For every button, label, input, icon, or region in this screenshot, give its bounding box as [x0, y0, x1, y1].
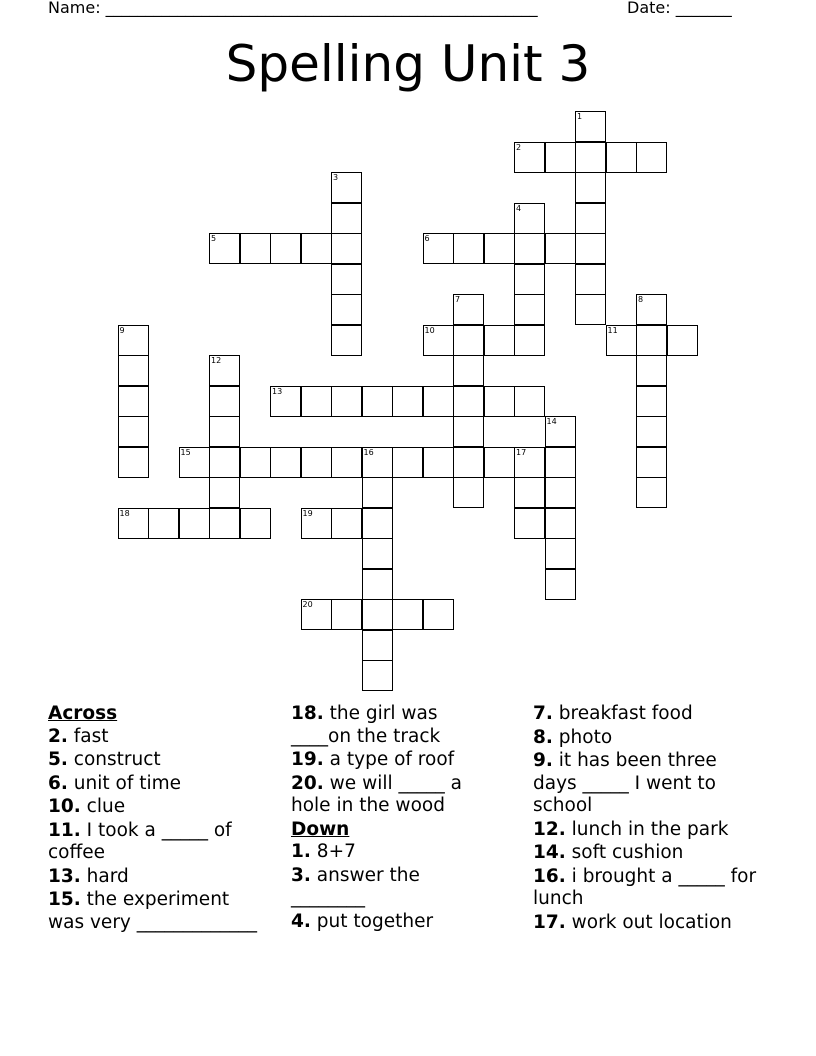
grid-cell[interactable]: [331, 172, 362, 203]
grid-cell[interactable]: [575, 294, 606, 325]
grid-cell[interactable]: [392, 599, 423, 630]
grid-cell[interactable]: [362, 538, 393, 569]
grid-cell[interactable]: [514, 294, 545, 325]
cell-number: 5: [211, 234, 217, 243]
grid-cell[interactable]: [575, 142, 606, 173]
grid-cell[interactable]: [514, 233, 545, 264]
grid-cell[interactable]: [514, 203, 545, 234]
clue-across-11: 11. I took a _____ of coffee: [48, 819, 232, 863]
grid-cell[interactable]: [453, 294, 484, 325]
clue-down-9: 9. it has been three days _____ I went to school: [533, 750, 717, 816]
grid-cell[interactable]: [331, 386, 362, 417]
grid-cell[interactable]: [484, 233, 515, 264]
grid-cell[interactable]: [331, 447, 362, 478]
grid-cell[interactable]: [270, 233, 301, 264]
clue-across-20: 20. we will _____ a hole in the wood: [291, 772, 462, 816]
grid-cell[interactable]: [118, 325, 149, 356]
grid-cell[interactable]: [270, 447, 301, 478]
grid-cell[interactable]: [636, 142, 667, 173]
grid-cell[interactable]: [575, 233, 606, 264]
clue-across-19: 19. a type of roof: [291, 749, 455, 770]
grid-cell[interactable]: [514, 386, 545, 417]
grid-cell[interactable]: [606, 142, 637, 173]
clue-column-1: [48, 703, 260, 935]
cell-number: 12: [211, 356, 222, 365]
grid-cell[interactable]: [423, 233, 454, 264]
clue-across-6: 6. unit of time: [48, 772, 182, 794]
grid-cell[interactable]: [514, 264, 545, 295]
grid-cell[interactable]: [301, 599, 332, 630]
clue-down-17: 17. work out location: [533, 911, 732, 933]
cell-number: 9: [119, 325, 125, 335]
grid-cell[interactable]: [606, 325, 637, 356]
grid-cell[interactable]: [209, 447, 240, 478]
grid-cell[interactable]: [301, 233, 332, 264]
cell-number: 7: [455, 295, 461, 304]
grid-cell[interactable]: [423, 599, 454, 630]
grid-cell[interactable]: [118, 447, 149, 478]
grid-cell[interactable]: [636, 386, 667, 417]
date-field-label: Date: _______: [627, 0, 732, 17]
grid-cell[interactable]: [484, 447, 515, 478]
grid-cell[interactable]: [484, 386, 515, 417]
cell-number: 8: [638, 295, 644, 304]
cell-number: 19: [302, 508, 313, 518]
down-heading: Down: [291, 818, 350, 840]
cell-number: 13: [272, 386, 283, 396]
cell-number: 6: [424, 234, 430, 243]
grid-cell[interactable]: [453, 325, 484, 356]
grid-cell[interactable]: [545, 508, 576, 539]
clue-column-2: [291, 703, 491, 934]
grid-cell[interactable]: [545, 538, 576, 569]
grid-cell[interactable]: [453, 233, 484, 264]
grid-cell[interactable]: [240, 447, 271, 478]
page-title: Spelling Unit 3: [225, 35, 591, 93]
cell-number: 18: [119, 508, 130, 518]
grid-cell[interactable]: [575, 111, 606, 142]
clue-down-3: 3. answer the ________: [291, 864, 420, 908]
cell-number: 10: [424, 325, 435, 335]
grid-cell[interactable]: [545, 569, 576, 600]
grid-cell[interactable]: [118, 355, 149, 386]
cell-number: 4: [516, 203, 522, 213]
clue-across-10: 10. clue: [48, 796, 126, 817]
grid-cell[interactable]: [392, 447, 423, 478]
clue-column-3: [533, 703, 758, 935]
grid-cell[interactable]: [362, 477, 393, 508]
grid-cell[interactable]: [331, 508, 362, 539]
clue-across-15: 15. the experiment was very _____________: [48, 889, 258, 933]
grid-cell[interactable]: [575, 172, 606, 203]
grid-cell[interactable]: [514, 142, 545, 173]
clue-down-12: 12. lunch in the park: [533, 818, 729, 840]
cell-number: 16: [363, 447, 374, 457]
grid-cell[interactable]: [423, 386, 454, 417]
grid-cell[interactable]: [362, 660, 393, 691]
grid-cell[interactable]: [575, 203, 606, 234]
grid-cell[interactable]: [301, 447, 332, 478]
grid-cell[interactable]: [209, 508, 240, 539]
across-heading: Across: [48, 703, 118, 724]
cell-number: 14: [546, 417, 557, 426]
grid-cell[interactable]: [179, 508, 210, 539]
clue-down-8: 8. photo: [533, 726, 613, 748]
grid-cell[interactable]: [118, 386, 149, 417]
grid-cell[interactable]: [301, 386, 332, 417]
grid-cell[interactable]: [484, 325, 515, 356]
grid-cell[interactable]: [209, 386, 240, 417]
cell-number: 20: [302, 600, 313, 609]
clue-down-1: 1. 8+7: [291, 841, 356, 862]
cell-number: 15: [180, 447, 191, 457]
grid-cell[interactable]: [545, 477, 576, 508]
grid-cell[interactable]: [575, 264, 606, 295]
grid-cell[interactable]: [453, 477, 484, 508]
grid-cell[interactable]: [514, 508, 545, 539]
grid-cell[interactable]: [636, 416, 667, 447]
cell-number: 17: [516, 447, 527, 457]
grid-cell[interactable]: [545, 142, 576, 173]
grid-cell[interactable]: [362, 630, 393, 661]
clue-across-5: 5. construct: [48, 749, 161, 770]
grid-cell[interactable]: [362, 447, 393, 478]
grid-cell[interactable]: [331, 325, 362, 356]
grid-cell[interactable]: [636, 447, 667, 478]
grid-cell[interactable]: [301, 508, 332, 539]
grid-cell[interactable]: [453, 416, 484, 447]
clue-down-7: 7. breakfast food: [533, 703, 693, 724]
clue-across-13: 13. hard: [48, 865, 129, 887]
grid-cell[interactable]: [667, 325, 698, 356]
grid-cell[interactable]: [118, 508, 149, 539]
grid-cell[interactable]: [362, 569, 393, 600]
grid-cell[interactable]: [545, 416, 576, 447]
grid-cell[interactable]: [636, 325, 667, 356]
clue-down-4: 4. put together: [291, 910, 434, 932]
grid-cell[interactable]: [545, 447, 576, 478]
clue-across-2: 2. fast: [48, 725, 109, 747]
grid-cell[interactable]: [118, 416, 149, 447]
grid-cell[interactable]: [453, 355, 484, 386]
grid-cell[interactable]: [331, 264, 362, 295]
name-field-label: Name: ______________________________________________________: [48, 0, 538, 17]
grid-cell[interactable]: [514, 325, 545, 356]
clue-down-16: 16. i brought a _____ for lunch: [533, 865, 757, 909]
grid-cell[interactable]: [453, 386, 484, 417]
grid-cell[interactable]: [423, 447, 454, 478]
grid-cell[interactable]: [209, 233, 240, 264]
grid-cell[interactable]: [331, 294, 362, 325]
grid-cell[interactable]: [179, 447, 210, 478]
grid-cell[interactable]: [423, 325, 454, 356]
grid-cell[interactable]: [514, 447, 545, 478]
grid-cell[interactable]: [331, 203, 362, 234]
grid-cell[interactable]: [545, 233, 576, 264]
grid-cell[interactable]: [209, 416, 240, 447]
grid-cell[interactable]: [148, 508, 179, 539]
clue-down-14: 14. soft cushion: [533, 842, 684, 863]
grid-cell[interactable]: [240, 508, 271, 539]
grid-cell[interactable]: [636, 477, 667, 508]
cell-number: 2: [516, 142, 522, 152]
grid-cell[interactable]: [331, 233, 362, 264]
clue-across-18: 18. the girl was ____on the track: [291, 703, 441, 747]
grid-cell[interactable]: [362, 508, 393, 539]
grid-cell[interactable]: [453, 447, 484, 478]
grid-cell[interactable]: [362, 386, 393, 417]
grid-cell[interactable]: [362, 599, 393, 630]
grid-cell[interactable]: [636, 355, 667, 386]
grid-cell[interactable]: [270, 386, 301, 417]
cell-number: 11: [607, 325, 618, 335]
grid-cell[interactable]: [636, 294, 667, 325]
cell-number: 1: [577, 112, 583, 121]
grid-cell[interactable]: [209, 355, 240, 386]
cell-number: 3: [333, 173, 339, 182]
grid-cell[interactable]: [240, 233, 271, 264]
grid-cell[interactable]: [209, 477, 240, 508]
grid-cell[interactable]: [392, 386, 423, 417]
grid-cell[interactable]: [514, 477, 545, 508]
grid-cell[interactable]: [331, 599, 362, 630]
